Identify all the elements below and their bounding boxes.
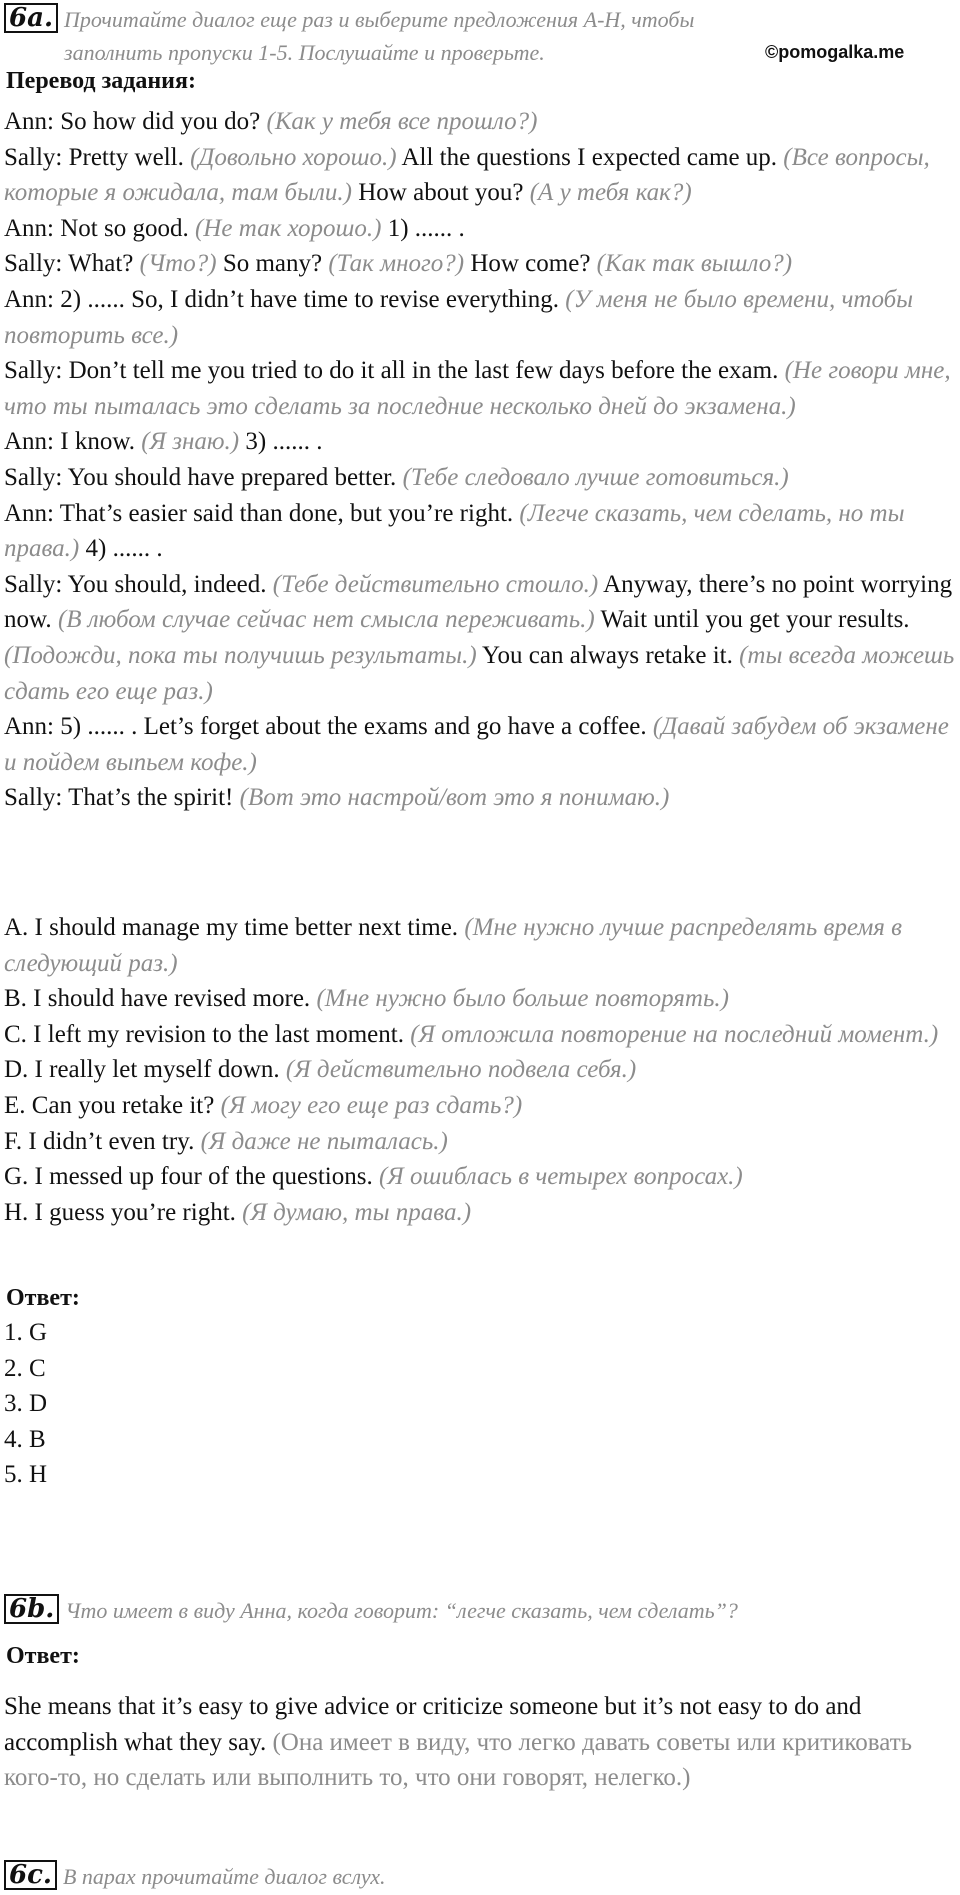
answer-item: 5. H [4,1461,48,1489]
dialogue-line: Ann: I know. (Я знаю.) 3) ...... . [4,428,323,456]
dialogue-line: Sally: You should, indeed. (Тебе действительно стоило.) Anyway, there’s no point worrying now. (В любом случае сейчас нет смысла переживать.) Wait until you get your results. (Подожди, пока ты получишь результаты.) You can always retake it. (ты всегда можешь сдать его еще раз.) [4,570,955,705]
dialogue-line: Ann: 5) ...... . Let’s forget about the exams and go have a coffee. (Давай забудем об экзамене и пойдем выпьем кофе.) [4,713,949,776]
option-item: B. I should have revised more. (Мне нужно было больше повторять.) [4,985,729,1013]
answers-list [4,1315,47,1493]
options-list [4,910,959,1230]
option-item: G. I messed up four of the questions. (Я ошиблась в четырех вопросах.) [4,1163,743,1191]
answer-heading-6a: Ответ: [6,1285,80,1311]
dialogue-line: Sally: You should have prepared better. (Тебе следовало лучше готовиться.) [4,463,789,491]
task-6c-header [4,1860,704,1893]
dialogue-line: Ann: That’s easier said than done, but you’re right. (Легче сказать, чем сделать, но ты права.) 4) ...... . [4,499,905,563]
answer-item: 4. B [4,1425,46,1453]
dialogue-line: Sally: Pretty well. (Довольно хорошо.) All the questions I expected came up. (Все вопросы, которые я ожидала, там были.) How about you? (А у тебя как?) [4,143,930,207]
option-item: D. I really let myself down. (Я действительно подвела себя.) [4,1056,637,1084]
dialogue [4,104,959,816]
answer-6b-paragraph: She means that it’s easy to give advice or criticize someone but it’s not easy to do and accomplish what they say. (Она имеет в виду, что легко давать советы или критиковать кого-то, но сделать или выполнить то, что они говорят, нелегко.) [4,1693,913,1792]
option-item: A. I should manage my time better next time. (Мне нужно лучше распределять время в следующий раз.) [4,914,903,977]
option-item: E. Can you retake it? (Я могу его еще раз сдать?) [4,1091,523,1119]
answer-item: 2. C [4,1354,46,1382]
task-6b-header [4,1594,904,1627]
copyright-watermark: ©pomogalka.me [765,42,905,62]
task-6a-label: 6a. [4,3,58,33]
task-6a-header [4,3,784,69]
dialogue-line: Ann: So how did you do? (Как у тебя все прошло?) [4,108,538,135]
task-6b-instruction: Что имеет в виду Анна, когда говорит: “легче сказать, чем сделать”? [65,1598,738,1623]
answer-item: 3. D [4,1390,48,1418]
option-item: C. I left my revision to the last moment. (Я отложила повторение на последний момент.) [4,1020,939,1048]
task-6c-label: 6c. [4,1860,57,1890]
option-item: H. I guess you’re right. (Я думаю, ты права.) [4,1198,472,1226]
dialogue-line: Sally: Don’t tell me you tried to do it all in the last few days before the exam. (Не говори мне, что ты пыталась это сделать за последние несколько дней до экзамена.) [4,357,951,420]
dialogue-line: Ann: Not so good. (Не так хорошо.) 1) ...... . [4,214,465,242]
answer-heading-6b: Ответ: [6,1643,80,1669]
dialogue-line: Sally: That’s the spirit! (Вот это настрой/вот это я понимаю.) [4,784,670,812]
answer-6b [4,1689,959,1796]
option-item: F. I didn’t even try. (Я даже не пыталась.) [4,1127,448,1155]
task-6a-instruction: Прочитайте диалог еще раз и выберите предложения A-H, чтобы заполнить пропуски 1-5. Послушайте и проверьте. [64,7,695,65]
dialogue-line: Sally: What? (Что?) So many? (Так много?) How come? (Как так вышло?) [4,250,793,278]
translation-heading: Перевод задания: [6,68,196,94]
answer-item: 1. G [4,1319,48,1346]
task-6c-instruction: В парах прочитайте диалог вслух. [62,1864,386,1889]
dialogue-line: Ann: 2) ...... So, I didn’t have time to revise everything. (У меня не было времени, чтобы повторить все.) [4,285,914,349]
task-6b-label: 6b. [4,1594,59,1624]
